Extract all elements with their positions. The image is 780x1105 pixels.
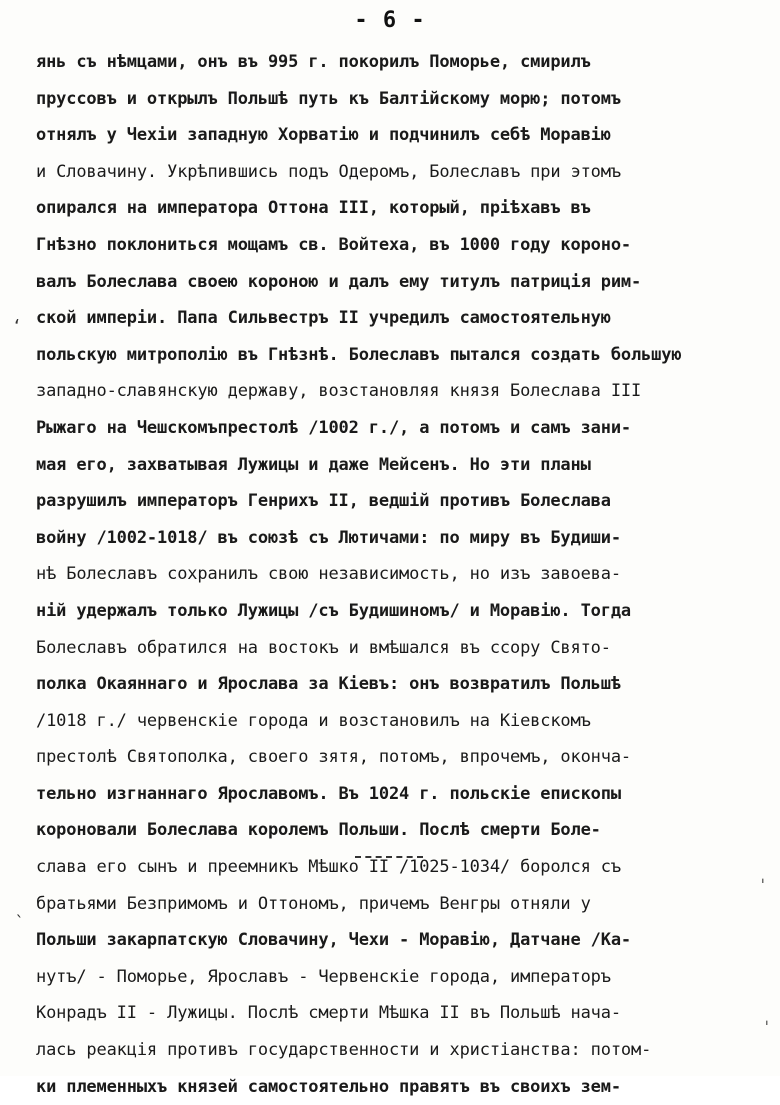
text-line: /1018 г./ червенскіе города и возстановилъ на Кіевскомъ xyxy=(36,710,591,731)
text-line: короновали Болеслава королемъ Польши. Послѣ смерти Боле- xyxy=(36,820,601,841)
text-line: ской имперіи. Папа Сильвестръ II учредилъ самостоятельную xyxy=(36,308,611,329)
text-line: ки племенныхъ князей самостоятельно правятъ въ своихъ зем- xyxy=(36,1076,621,1097)
text-line: Рыжаго на Чешскомъпрестолѣ /1002 г./, а потомъ и самъ зани- xyxy=(36,417,632,438)
text-line: нѣ Болеславъ сохранилъ свою независимость, но изъ завоева- xyxy=(36,564,621,585)
text-line: слава его сынъ и преемникъ Мѣшко II /1025-1034/ боролся съ xyxy=(36,857,621,878)
text-line: Гнѣзно поклониться мощамъ св. Войтеха, въ 1000 году короно- xyxy=(36,234,632,255)
text-line: полка Окаяннаго и Ярослава за Кіевъ: онъ возвратилъ Польшѣ xyxy=(36,674,621,695)
text-line: и Словачину. Укрѣпившись подъ Одеромъ, Болеславъ при этомъ xyxy=(36,161,621,182)
margin-mark: ˈ xyxy=(762,1018,772,1037)
text-line: мая его, захватывая Лужицы и даже Мейсенъ. Но эти планы xyxy=(36,454,591,475)
text-line: янь съ нѣмцами, онъ въ 995 г. покорилъ Поморье, смирилъ xyxy=(36,52,591,72)
text-line: разрушилъ императоръ Генрихъ II, ведшій противъ Болеслава xyxy=(36,491,611,512)
text-line: польскую митрополію въ Гнѣзнѣ. Болеславъ пытался создать большую xyxy=(36,344,682,365)
text-line: братьями Безпримомъ и Оттономъ, причемъ Венгры отняли у xyxy=(36,893,591,914)
text-line: тельно изгнаннаго Ярославомъ. Въ 1024 г. польскіе епископы xyxy=(36,783,621,804)
underline-annotation xyxy=(355,856,423,858)
margin-mark: ˎ xyxy=(14,898,24,917)
body-text xyxy=(36,44,758,1105)
text-line: нутъ/ - Поморье, Ярославъ - Червенскіе города, императоръ xyxy=(36,966,611,987)
margin-mark: ‘ xyxy=(12,316,22,335)
margin-mark: ˈ xyxy=(758,876,768,895)
text-line: опирался на императора Оттона III, который, пріѣхавъ въ xyxy=(36,198,591,219)
text-line: лась реакція противъ государственности и христіанства: потом- xyxy=(36,1040,652,1061)
text-line: западно-славянскую державу, возстановляя князя Болеслава III xyxy=(36,381,642,402)
page-number: - 6 - xyxy=(354,8,426,33)
text-line: отнялъ у Чехіи западную Хорватію и подчинилъ себѣ Моравію xyxy=(36,125,611,146)
text-line: войну /1002-1018/ въ союзѣ съ Лютичами: по миру въ Будиши- xyxy=(36,527,621,548)
text-line: ній удержалъ только Лужицы /съ Будишиномъ/ и Моравію. Тогда xyxy=(36,600,632,621)
text-line: Польши закарпатскую Словачину, Чехи - Моравію, Датчане /Ка- xyxy=(36,930,632,951)
text-line: валъ Болеслава своею короною и далъ ему титулъ патриція рим- xyxy=(36,271,642,292)
text-line: Болеславъ обратился на востокъ и вмѣшался въ ссору Свято- xyxy=(36,637,611,658)
text-line: пруссовъ и открылъ Польшѣ путь къ Балтійскому морю; потомъ xyxy=(36,88,621,109)
text-line: престолѣ Святополка, своего зятя, потомъ, впрочемъ, оконча- xyxy=(36,747,632,768)
text-line: Конрадъ II - Лужицы. Послѣ смерти Мѣшка II въ Польшѣ нача- xyxy=(36,1003,621,1024)
